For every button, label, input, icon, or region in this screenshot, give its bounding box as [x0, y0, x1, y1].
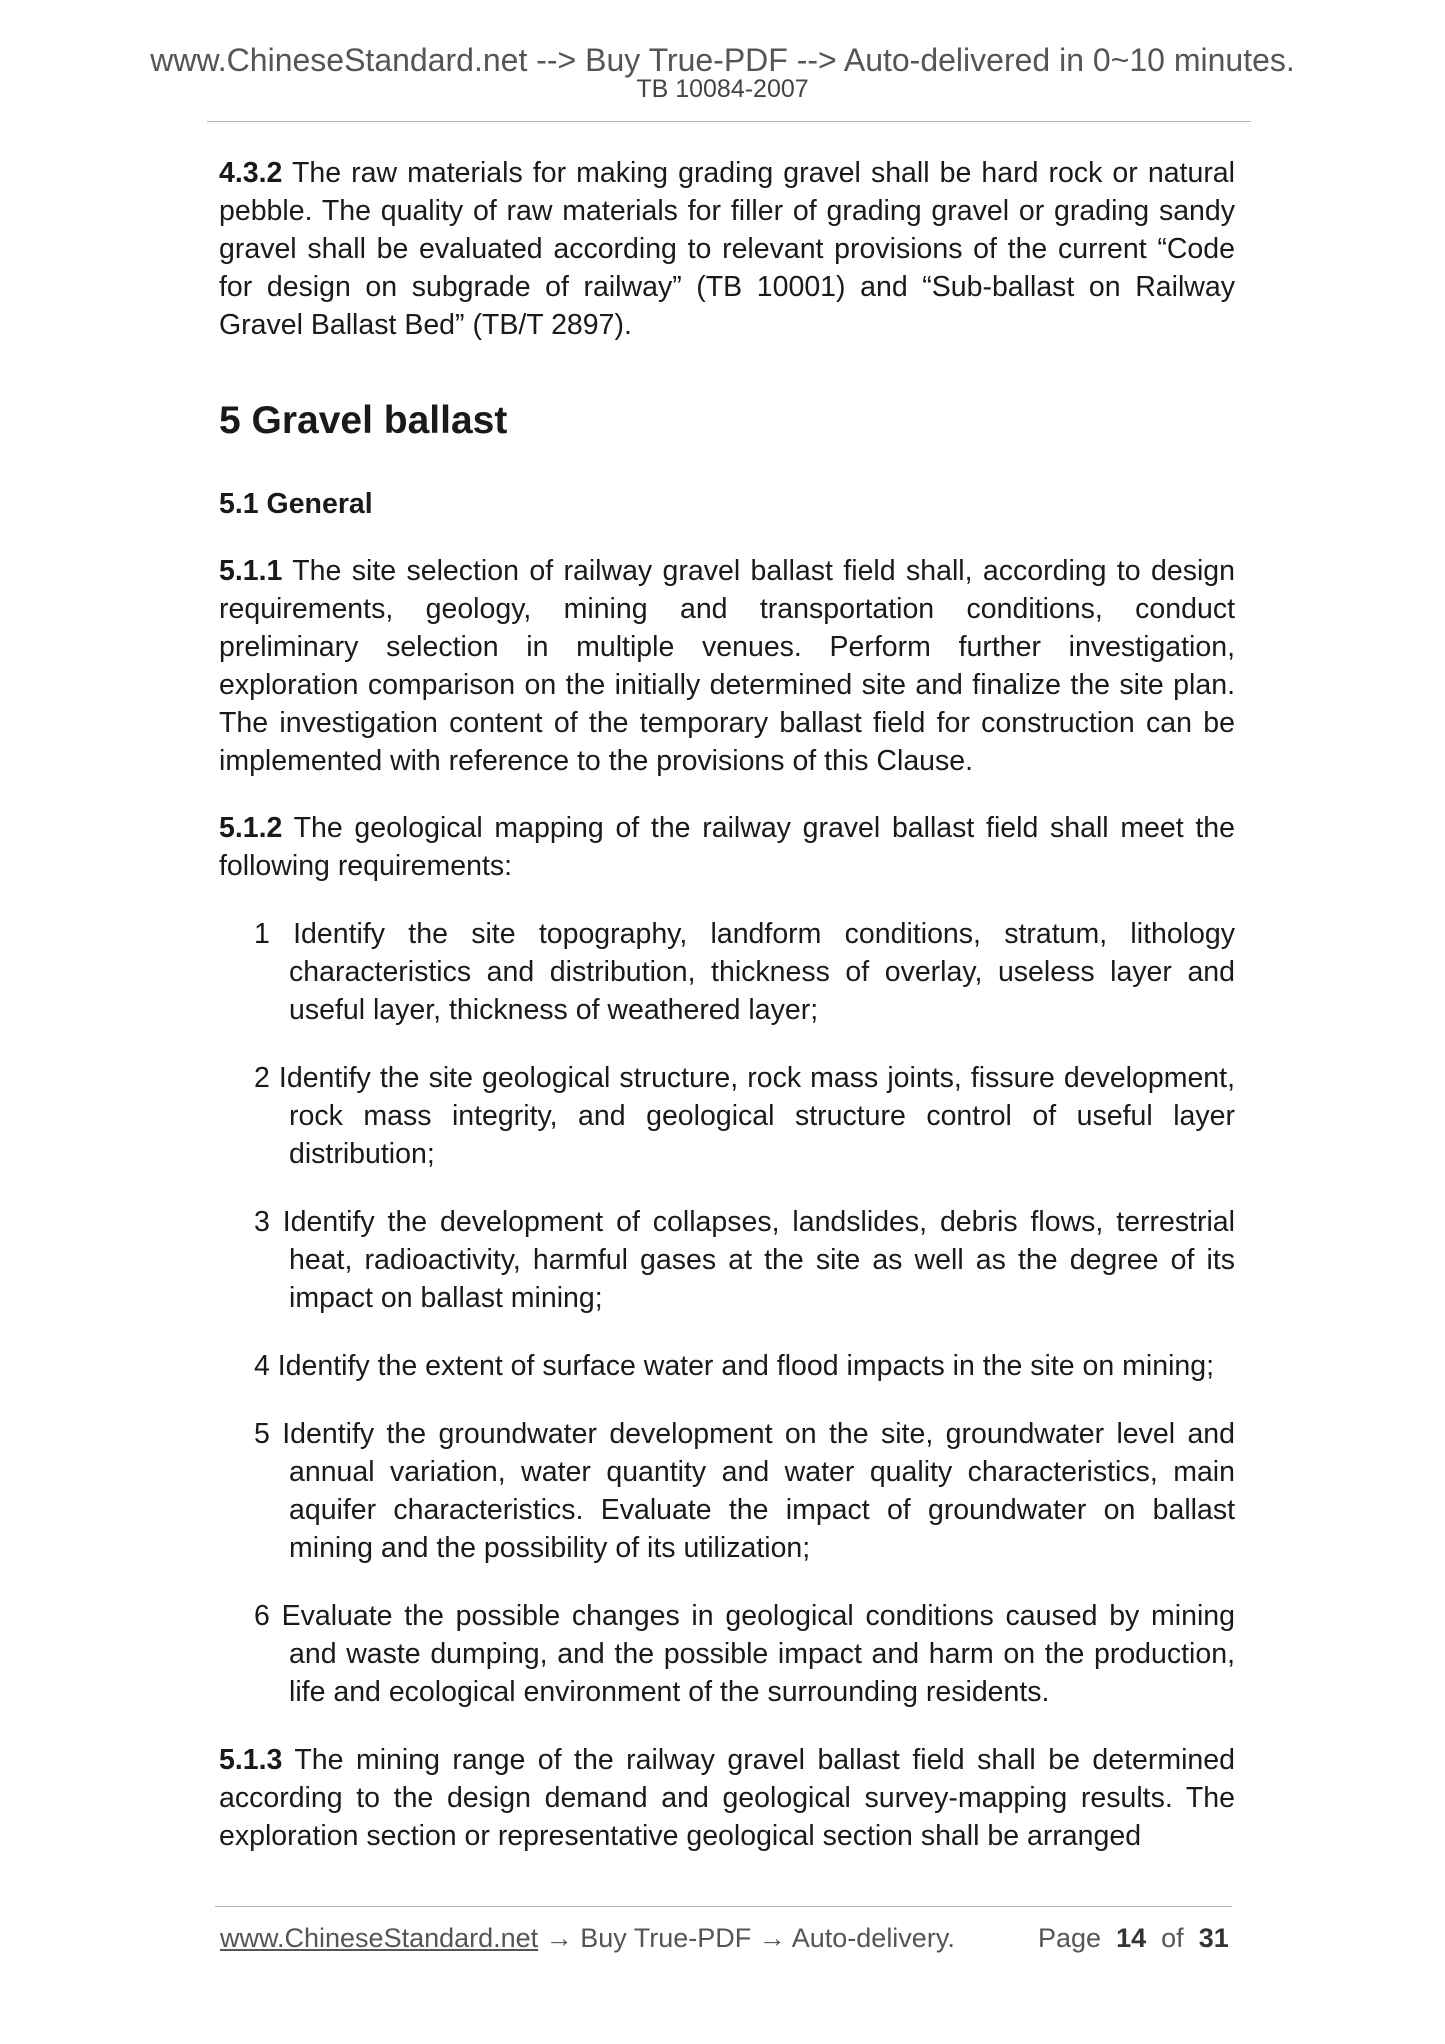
of-label: of: [1161, 1923, 1184, 1953]
clause-5-1-3: [219, 1741, 1235, 1855]
list-item: 6 Evaluate the possible changes in geological conditions caused by mining and waste dumping, and the possible impact and harm on the production, life and ecological environment of the surrounding residents.: [254, 1600, 1235, 1708]
clause-text: The site selection of railway gravel ballast field shall, according to design requirements, geology, mining and transportation conditions, conduct preliminary selection in multiple venues. Perform further investigation, exploration comparison on the initially determined site and finalize the site plan. The investigation content of the temporary ballast field for construction can be implemented with reference to the provisions of this Clause.: [219, 555, 1235, 777]
clause-5-1-2: [219, 809, 1235, 885]
document-number: TB 10084-2007: [636, 75, 809, 103]
page-indicator: [1038, 1922, 1229, 1954]
list-item: 3 Identify the development of collapses, landslides, debris flows, terrestrial heat, radioactivity, harmful gases at the site as well as the degree of its impact on ballast mining;: [254, 1206, 1235, 1314]
clause-text: The raw materials for making grading gravel shall be hard rock or natural pebble. The quality of raw materials for filler of grading gravel or grading sandy gravel shall be evaluated according to relevant provisions of the current “Code for design on subgrade of railway” (TB 10001) and “Sub-ballast on Railway Gravel Ballast Bed” (TB/T 2897).: [219, 157, 1235, 341]
list-item: 5 Identify the groundwater development on the site, groundwater level and annual variation, water quantity and water quality characteristics, main aquifer characteristics. Evaluate the impact of groundwater on ballast mining and the possibility of its utilization;: [254, 1418, 1235, 1564]
clause-number: 4.3.2: [219, 157, 283, 189]
clause-text: The mining range of the railway gravel ballast field shall be determined according to the design demand and geological survey-mapping results. The exploration section or representative geological section shall be arranged: [219, 1744, 1235, 1852]
header-divider: [207, 121, 1251, 122]
list-item: 1 Identify the site topography, landform conditions, stratum, lithology characteristics and distribution, thickness of overlay, useless layer and useful layer, thickness of weathered layer;: [254, 918, 1235, 1026]
clause-number: 5.1.3: [219, 1744, 283, 1776]
clause-5-1-1: [219, 552, 1235, 780]
footer-link[interactable]: www.ChineseStandard.net: [220, 1923, 539, 1953]
footer-divider: [215, 1906, 1232, 1907]
header-banner: www.ChineseStandard.net --> Buy True-PDF --> Auto-delivered in 0~10 minutes.: [150, 42, 1295, 78]
list-item: 4 Identify the extent of surface water and flood impacts in the site on mining;: [254, 1350, 1215, 1382]
subsection-heading: 5.1 General: [219, 488, 373, 520]
list-item: 2 Identify the site geological structure, rock mass joints, fissure development, rock mass integrity, and geological structure control of useful layer distribution;: [254, 1062, 1235, 1170]
section-heading: 5 Gravel ballast: [219, 399, 508, 442]
clause-text: The geological mapping of the railway gravel ballast field shall meet the following requirements:: [219, 812, 1235, 882]
footer-promo: [220, 1922, 955, 1954]
page-total: 31: [1198, 1923, 1229, 1953]
page-content: [219, 154, 1235, 1855]
page-label: Page: [1038, 1923, 1102, 1953]
clause-number: 5.1.1: [219, 555, 283, 587]
clause-number: 5.1.2: [219, 812, 283, 844]
footer-tail: → Buy True-PDF → Auto-delivery.: [538, 1923, 955, 1953]
clause-4-3-2: [219, 154, 1235, 344]
page-current: 14: [1116, 1923, 1147, 1953]
